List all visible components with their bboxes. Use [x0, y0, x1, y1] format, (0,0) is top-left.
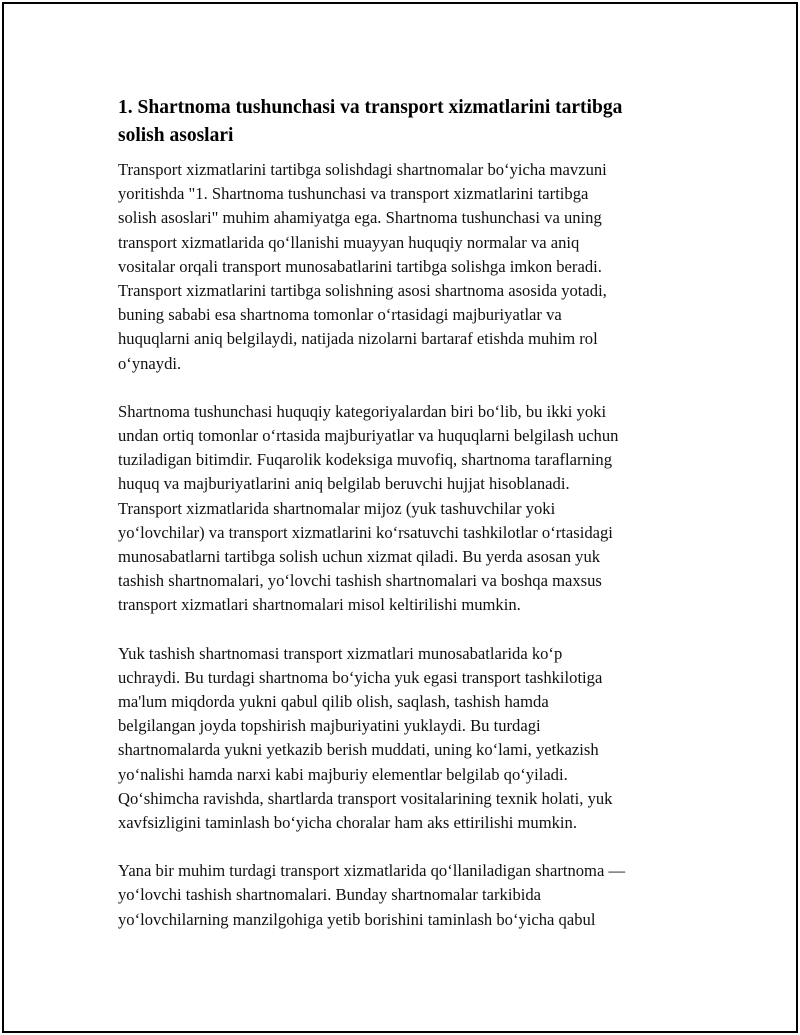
- text-line: solish asoslari" muhim ahamiyatga ega. Shartnoma tushunchasi va uning: [118, 208, 602, 228]
- text-line: belgilangan joyda topshirish majburiyatini yuklaydi. Bu turdagi: [118, 716, 541, 736]
- text-line: Yuk tashish shartnomasi transport xizmatlari munosabatlarida ko‘p: [118, 643, 563, 663]
- text-line: buning sababi esa shartnoma tomonlar o‘rtasidagi majburiyatlar va: [118, 305, 562, 325]
- text-line: Transport xizmatlarini tartibga solishdagi shartnomalar bo‘yicha mavzuni: [118, 160, 607, 179]
- text-line: o‘ynaydi.: [118, 353, 182, 373]
- text-line: yoritishda "1. Shartnoma tushunchasi va transport xizmatlarini tartibga: [118, 184, 589, 204]
- text-line: shartnomalarda yukni yetkazib berish muddati, uning ko‘lami, yetkazish: [118, 740, 599, 760]
- text-line: tashish shartnomalari, yo‘lovchi tashish shartnomalari va boshqa maxsus: [118, 571, 602, 591]
- text-line: huquq va majburiyatlarini aniq belgilab beruvchi hujjat hisoblanadi.: [118, 474, 570, 494]
- text-line: Qo‘shimcha ravishda, shartlarda transport vositalarining texnik holati, yuk: [118, 788, 613, 808]
- text-line: Transport xizmatlarida shartnomalar mijoz (yuk tashuvchilar yoki: [118, 498, 556, 518]
- text-line: transport xizmatlarida qo‘llanishi muayyan huquqiy normalar va aniq: [118, 232, 580, 252]
- text-line: xavfsizligini taminlash bo‘yicha choralar ham aks ettirilishi mumkin.: [118, 813, 577, 833]
- paragraph-2: [118, 400, 688, 618]
- document-body: [118, 94, 688, 956]
- text-line: Transport xizmatlarini tartibga solishning asosi shartnoma asosida yotadi,: [118, 281, 607, 301]
- heading-line: 1. Shartnoma tushunchasi va transport xizmatlarini tartibga: [118, 97, 623, 118]
- paragraph-1: [118, 158, 688, 376]
- text-line: ma'lum miqdorda yukni qabul qilib olish, saqlash, tashish hamda: [118, 692, 549, 712]
- text-line: vositalar orqali transport munosabatlarini tartibga solishga imkon beradi.: [118, 256, 602, 276]
- paragraph-4: [118, 859, 688, 932]
- text-line: huquqlarni aniq belgilaydi, natijada nizolarni bartaraf etishda muhim rol: [118, 329, 598, 349]
- text-line: Shartnoma tushunchasi huquqiy kategoriyalardan biri bo‘lib, bu ikki yoki: [118, 401, 607, 421]
- text-line: undan ortiq tomonlar o‘rtasida majburiyatlar va huquqlarni belgilash uchun: [118, 426, 619, 446]
- text-line: Yana bir muhim turdagi transport xizmatlarida qo‘llaniladigan shartnoma —: [118, 861, 626, 881]
- paragraph-3: [118, 642, 688, 836]
- text-line: yo‘lovchi tashish shartnomalari. Bunday shartnomalar tarkibida: [118, 885, 542, 905]
- section-heading: [118, 94, 688, 150]
- text-line: yo‘nalishi hamda narxi kabi majburiy elementlar belgilab qo‘yiladi.: [118, 764, 568, 784]
- text-line: transport xizmatlari shartnomalari misol keltirilishi mumkin.: [118, 595, 521, 615]
- text-line: tuziladigan bitimdir. Fuqarolik kodeksiga muvofiq, shartnoma taraflarning: [118, 450, 613, 470]
- text-line: uchraydi. Bu turdagi shartnoma bo‘yicha yuk egasi transport tashkilotiga: [118, 667, 603, 687]
- text-line: munosabatlarni tartibga solish uchun xizmat qiladi. Bu yerda asosan yuk: [118, 547, 601, 567]
- text-line: yo‘lovchilarning manzilgohiga yetib borishini taminlash bo‘yicha qabul: [118, 909, 596, 929]
- text-line: yo‘lovchilar) va transport xizmatlarini ko‘rsatuvchi tashkilotlar o‘rtasidagi: [118, 522, 613, 542]
- heading-line: solish asoslari: [118, 125, 234, 146]
